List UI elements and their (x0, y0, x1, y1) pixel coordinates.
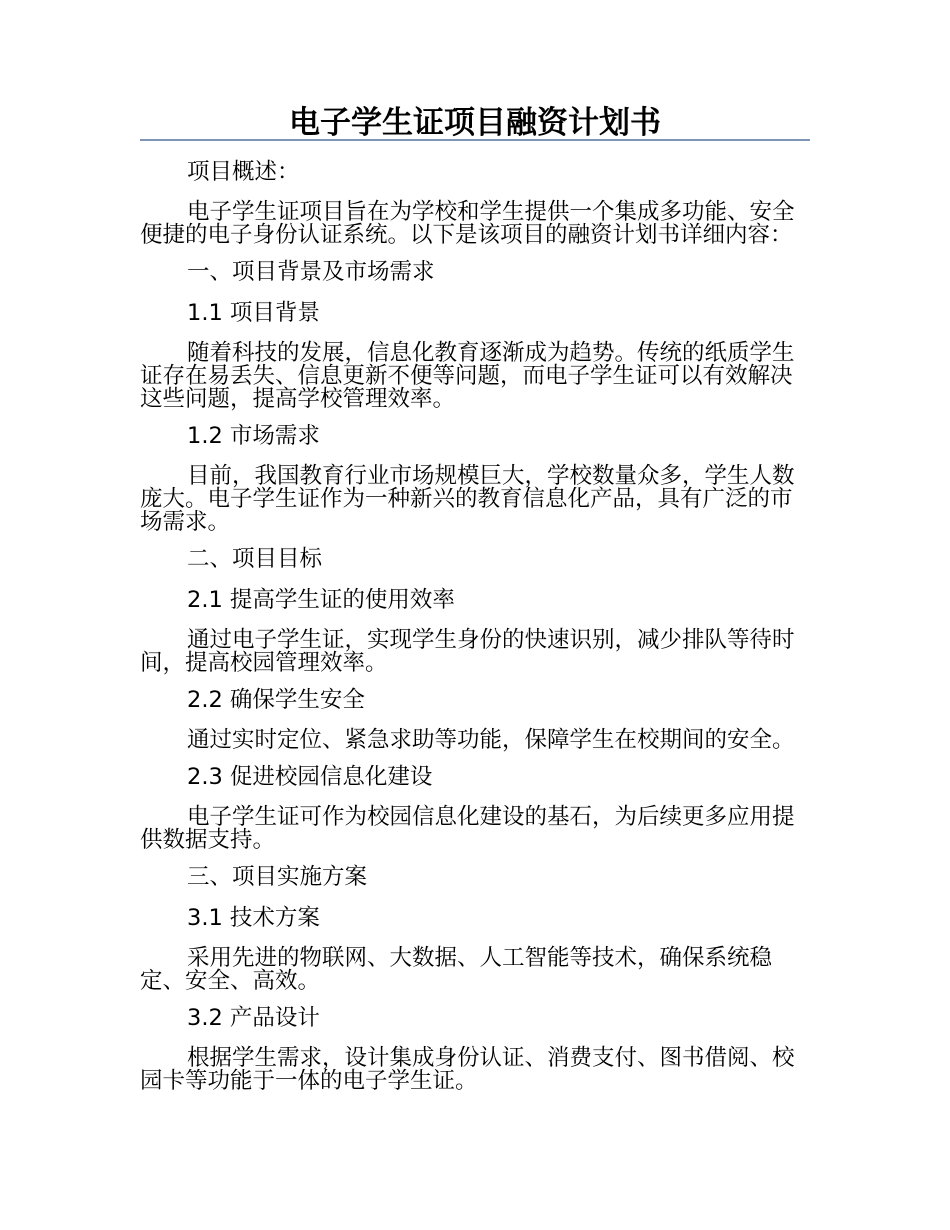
body-paragraph: 电子学生证可作为校园信息化建设的基石，为后续更多应用提供数据支持。 (140, 804, 795, 853)
document-body (140, 152, 810, 1098)
body-paragraph: 采用先进的物联网、大数据、人工智能等技术，确保系统稳定、安全、高效。 (140, 945, 773, 994)
body-paragraph: 随着科技的发展，信息化教育逐渐成为趋势。传统的纸质学生证存在易丢失、信息更新不便等问题，而电子学生证可以有效解决这些问题，提高学校管理效率。 (140, 340, 795, 412)
body-paragraph: 根据学生需求，设计集成身份认证、消费支付、图书借阅、校园卡等功能于一体的电子学生证。 (140, 1045, 795, 1094)
section-heading: 一、项目背景及市场需求 (187, 259, 435, 285)
subsection-heading: 3.1 技术方案 (187, 905, 320, 931)
body-paragraph: 通过电子学生证，实现学生身份的快速识别，减少排队等待时间，提高校园管理效率。 (140, 627, 795, 676)
body-paragraph: 通过实时定位、紧急求助等功能，保障学生在校期间的安全。 (187, 727, 795, 753)
body-paragraph: 电子学生证项目旨在为学校和学生提供一个集成多功能、安全便捷的电子身份认证系统。以下是该项目的融资计划书详细内容： (140, 199, 795, 248)
subsection-heading: 1.2 市场需求 (187, 423, 320, 449)
section-heading: 项目概述： (187, 159, 300, 185)
subsection-heading: 2.2 确保学生安全 (187, 687, 365, 713)
body-paragraph: 目前，我国教育行业市场规模巨大，学校数量众多，学生人数庞大。电子学生证作为一种新兴的教育信息化产品，具有广泛的市场需求。 (140, 463, 795, 535)
section-heading: 二、项目目标 (187, 546, 323, 572)
title-underline (140, 139, 810, 141)
subsection-heading: 3.2 产品设计 (187, 1005, 320, 1031)
document-title: 电子学生证项目融资计划书 (289, 105, 661, 141)
section-heading: 三、项目实施方案 (187, 864, 368, 890)
subsection-heading: 1.1 项目背景 (187, 300, 320, 326)
subsection-heading: 2.1 提高学生证的使用效率 (187, 587, 455, 613)
subsection-heading: 2.3 促进校园信息化建设 (187, 764, 433, 790)
